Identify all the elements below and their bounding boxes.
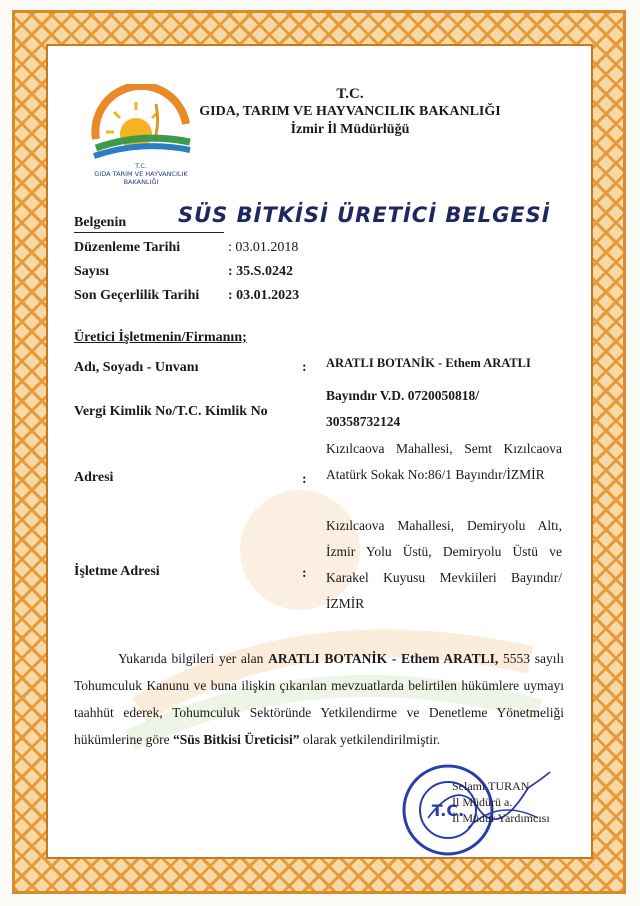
belgenin-label: Belgenin [74,215,224,233]
producer-section-title: Üretici İşletmenin/Firmanın; [74,330,247,345]
header-tc: T.C. [336,86,364,102]
name-value: ARATLI BOTANİK - Ethem ARATLI [326,356,531,370]
facility-value: Kızılcaova Mahallesi, Demiryolu Altı, İzmir Yolu Üstü, Demiryolu Üstü ve Karakel Kuyusu Mevkiileri Bayındır/İZMİR [326,518,562,611]
tax-value-line2: 30358732124 [326,414,401,429]
signature-block [452,778,550,826]
logo-line1: T.C. [135,162,147,170]
number-label: Sayısı [74,264,110,279]
issue-date-value: : 03.01.2018 [228,240,299,255]
tax-label: Vergi Kimlik No/T.C. Kimlik No [74,404,268,419]
header-ministry: GIDA, TARIM VE HAYVANCILIK BAKANLIĞI [199,104,501,119]
svg-text:T.C.: T.C. [431,801,465,820]
logo-line2: GIDA TARIM VE HAYVANCILIK [94,170,188,178]
facility-colon: : [302,566,307,581]
facility-label: İşletme Adresi [74,564,160,579]
issue-date-label: Düzenleme Tarihi [74,240,181,255]
header-directorate: İzmir İl Müdürlüğü [290,122,410,137]
name-label: Adı, Soyadı - Unvanı [74,360,199,375]
signer-title-2: İl Müdür Yardımcısı [452,811,550,825]
expiry-label: Son Geçerlilik Tarihi [74,288,200,303]
signer-name: Selami TURAN [452,779,530,793]
logo-line3: BAKANLIĞI [123,178,159,186]
para-bold-role: “Süs Bitkisi Üreticisi” [172,732,300,747]
tax-value-line1: Bayındır V.D. 0720050818/ [326,388,480,403]
authorization-paragraph [74,645,564,753]
address-label: Adresi [74,470,114,485]
para-text-1: Yukarıda bilgileri yer alan [118,651,264,666]
name-colon: : [302,360,307,375]
signer-title-1: İl Müdürü a. [452,795,513,809]
number-value: : 35.S.0242 [228,264,293,279]
para-text-3: olarak yetkilendirilmiştir. [302,732,441,747]
para-bold-company: ARATLI BOTANİK - Ethem ARATLI, [268,651,499,666]
certificate-title: SÜS BİTKİSİ ÜRETİCİ BELGESİ [178,203,551,227]
expiry-value: : 03.01.2023 [228,288,300,303]
para-text-2: 5553 sayılı Tohumculuk Kanunu ve buna ilişkin çıkarılan mevzuatlarda belirtilen hükümlere uymayı taahhüt ederek, Tohumculuk Sektöründe Yetkilendirme ve Denetleme Yönetmeliği hükümlerine göre [74,651,565,747]
address-value: Kızılcaova Mahallesi, Semt Kızılcaova Atatürk Sokak No:86/1 Bayındır/İZMİR [326,441,562,482]
address-colon: : [302,472,307,487]
